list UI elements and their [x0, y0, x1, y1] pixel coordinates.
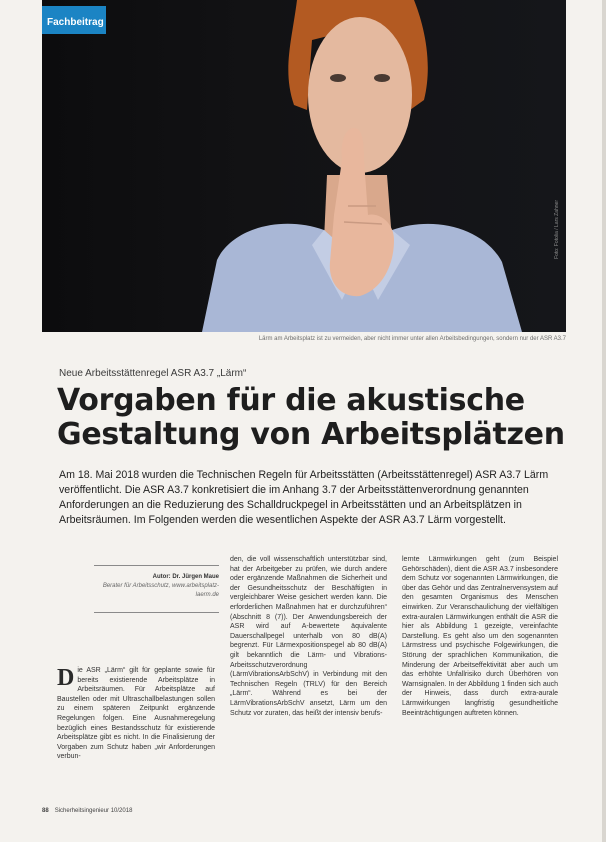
author-divider-bottom — [94, 612, 219, 613]
drop-cap: D — [57, 665, 75, 691]
page-footer — [42, 808, 132, 814]
article-lead: Am 18. Mai 2018 wurden die Technischen Regeln für Arbeitsstätten (Arbeitsstättenregel) ASR A3.7 Lärm veröffentlicht. Die ASR A3.7 konkretisiert die im Anhang 3.7 der Arbeitsstättenverordnung genannten Anforderungen an die Reduzierung des Schalldruckpegel in Arbeitsstätten und an Arbeitsplätzen in Arbeitsräumen. Im Folgenden werden die wesentlichen Aspekte der ASR A3.7 Lärm vorgestellt. — [59, 469, 549, 526]
article-headline — [57, 384, 577, 452]
body-column-1 — [57, 666, 215, 762]
author-name: Autor: Dr. Jürgen Maue — [152, 574, 219, 580]
body-column-1-text: ie ASR „Lärm“ gilt für geplante sowie für bereits existierende Arbeitsplätze in Arbeitsräumen. Für Arbeitsplätze auf Baustellen oder mit Ultraschallbelastungen sollen zu einem späteren Zeitpunkt ergänzende Regelungen folgen. Eine Ausnahmeregelung bezüglich eines Bestandsschutz für existierende Arbeitsplätze gibt es nicht. In die Finalisierung der Vorgaben zum Schutz haben „wir Anforderungen verbun- — [57, 667, 215, 761]
publication-name: Sicherheitsingenieur 10/2018 — [54, 808, 133, 814]
page-edge — [602, 0, 606, 842]
article-kicker: Neue Arbeitsstättenregel ASR A3.7 „Lärm“ — [59, 368, 247, 379]
page-number: 88 — [42, 808, 49, 814]
woman-silence-gesture-illustration — [42, 0, 566, 332]
body-column-3: lernte Lärmwirkungen geht (zum Beispiel Gehörschäden), dient die ASR A3.7 insbesondere dem Schutz vor sogenannten Lärmwirkungen, die über das Gehör und das Zentralnervensystem auf den gesamten Organismus des Menschen einwirken. Zur Veranschaulichung der vielfältigen extra-auralen Lärmwirkungen enthält die ASR die hier als Abbildung 1 gezeigte, vereinfachte Darstellung. Es geht also um den sogenannten Lärmstress und psychische Folgewirkungen, die Störung der sprachlichen Kommunikation, die Minderung der Arbeitseffektivität aber auch um das erhöhte Unfallrisiko durch Überhören von Warnsignalen. In der Abbildung 1 finden sich auch der Hinweis, dass durch extra-aurale Lärmwirkungen langfristig gesundheitliche Beeinträchtigungen auftreten können. — [402, 556, 558, 717]
article-photo — [42, 0, 566, 332]
author-role: Berater für Arbeitsschutz, www.arbeitsplatz-laerm.de — [102, 583, 219, 598]
author-box — [94, 565, 219, 613]
headline-line-2: Gestaltung von Arbeitsplätzen — [57, 417, 565, 452]
section-tag: Fachbeitrag — [42, 6, 106, 34]
photo-caption: Lärm am Arbeitsplatz ist zu vermeiden, aber nicht immer unter allen Arbeitsbedingungen, sondern nur der ASR A3.7 — [258, 336, 566, 342]
body-column-2: den, die voll wissenschaftlich unterstützbar sind, hat der Arbeitgeber zu prüfen, wie durch andere oder ergänzende Maßnahmen die Sicherheit und der Gesundheitsschutz der Beschäftigten in vergleichbarer Weise gesichert werden kann. Die erforderlichen Maßnahmen hat er durchzuführen“ (Abschnitt 8 (7)). Der Anwendungsbereich der ASR wird auf A-bewertete äquivalente Dauerschallpegel unterhalb von 80 dB(A) begrenzt. Für Lärmexpositionspegel ab 80 dB(A) gilt bekanntlich die Lärm- und Vibrations-Arbeitsschutzverordnung (LärmVibrationsArbSchV) in Verbindung mit den Technischen Regeln (TRLV) für den Bereich „Lärm“. Während es bei der LärmVibrationsArbSchV ansetzt, Lärm um den Schutz vor zuraten, das heißt der intensiv berufs- — [230, 556, 387, 717]
headline-line-1: Vorgaben für die akustische — [57, 383, 525, 418]
author-divider-top — [94, 565, 219, 566]
photo-credit: Foto: Fotolia / Lars Zahner — [554, 200, 560, 259]
